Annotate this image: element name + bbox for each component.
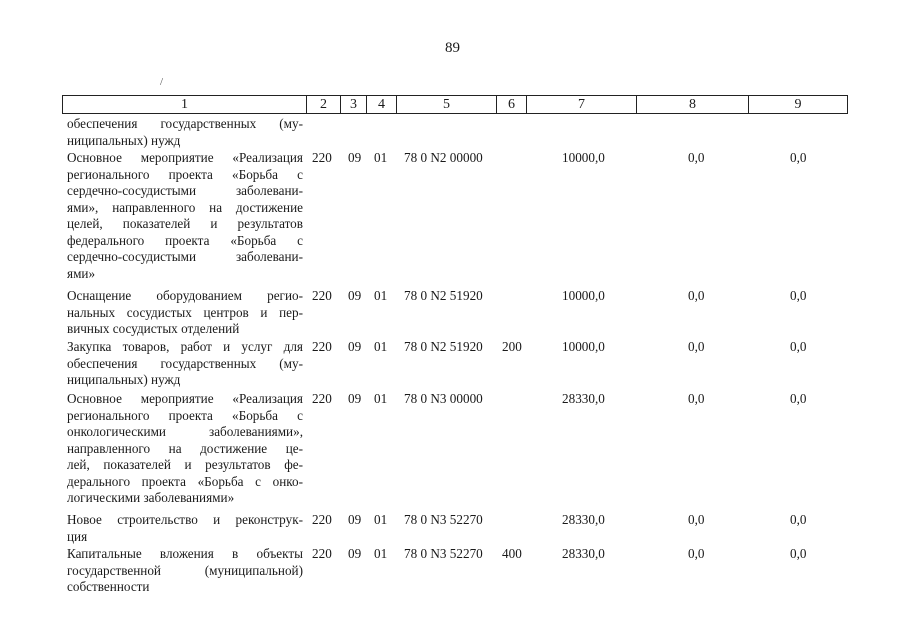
row-name-line: государственной (муниципальной) (67, 562, 303, 578)
header-col-1: 1 (63, 96, 307, 113)
table-header-row (62, 95, 848, 114)
cell-c4: 01 (374, 546, 388, 561)
cell-c8: 0,0 (688, 391, 705, 406)
cell-c9: 0,0 (790, 546, 807, 561)
row-name-line: дерального проекта «Борьба с онко- (67, 473, 303, 489)
cell-c9: 0,0 (790, 391, 807, 406)
row-name-line: ями», направленного на достижение (67, 199, 303, 215)
cell-c3: 09 (348, 512, 362, 527)
row-name-line: регионального проекта «Борьба с (67, 407, 303, 423)
row-name-line: логическими заболеваниями» (67, 490, 235, 505)
row-name-line: обеспечения государственных (му- (67, 355, 303, 371)
row-name-cell (67, 546, 303, 596)
row-name-line: сердечно-сосудистыми заболевани- (67, 249, 303, 264)
cell-c9: 0,0 (790, 150, 807, 165)
header-col-3: 3 (341, 96, 367, 113)
row-name-line: вичных сосудистых отделений (67, 321, 240, 336)
row-name-line: ниципальных) нужд (67, 132, 181, 148)
cell-c9: 0,0 (790, 339, 807, 354)
cell-c2: 220 (312, 150, 332, 165)
cell-c5: 78 0 N2 51920 (404, 339, 483, 354)
cell-c2: 220 (312, 512, 332, 527)
row-name-line: Закупка товаров, работ и услуг для (67, 339, 303, 354)
row-name-line: онкологическими заболеваниями», (67, 424, 303, 439)
cell-c6: 200 (502, 339, 522, 354)
cell-c3: 09 (348, 546, 362, 561)
header-col-6: 6 (497, 96, 527, 113)
cell-c2: 220 (312, 288, 332, 303)
header-col-8: 8 (637, 96, 749, 113)
header-col-7: 7 (527, 96, 637, 113)
row-name-line: целей, показателей и результатов (67, 216, 303, 231)
row-name-line: обеспечения государственных (му- (67, 116, 303, 131)
cell-c5: 78 0 N2 51920 (404, 288, 483, 303)
cell-c4: 01 (374, 512, 388, 527)
cell-c3: 09 (348, 391, 362, 406)
cell-c7: 28330,0 (562, 512, 605, 527)
cell-c7: 10000,0 (562, 339, 605, 354)
cell-c8: 0,0 (688, 339, 705, 354)
cell-c8: 0,0 (688, 546, 705, 561)
cell-c2: 220 (312, 391, 332, 406)
row-name-cell (67, 512, 303, 545)
cell-c6: 400 (502, 546, 522, 561)
row-name-line: Капитальные вложения в объекты (67, 546, 303, 561)
row-name-line: направленного на достижение це- (67, 440, 303, 456)
pen-tick-mark: / (160, 76, 164, 88)
cell-c5: 78 0 N3 52270 (404, 546, 483, 561)
cell-c7: 10000,0 (562, 288, 605, 303)
row-name-line: сердечно-сосудистыми заболевани- (67, 183, 303, 198)
cell-c4: 01 (374, 391, 388, 406)
cell-c2: 220 (312, 339, 332, 354)
page-number: 89 (445, 40, 460, 56)
row-name-line: ция (67, 528, 88, 544)
cell-c7: 10000,0 (562, 150, 605, 165)
cell-c8: 0,0 (688, 512, 705, 527)
cell-c7: 28330,0 (562, 546, 605, 561)
header-col-5: 5 (397, 96, 497, 113)
row-name-line: ниципальных) нужд (67, 372, 181, 387)
header-col-9: 9 (794, 97, 802, 112)
row-name-line: ями» (67, 265, 96, 281)
cell-c5: 78 0 N3 00000 (404, 391, 483, 406)
row-name-line: Оснащение оборудованием регио- (67, 288, 303, 303)
row-name-line: Основное мероприятие «Реализация (67, 391, 303, 406)
row-name-cell (67, 288, 303, 338)
row-name-cell (67, 391, 303, 507)
cell-c9: 0,0 (790, 288, 807, 303)
cell-c3: 09 (348, 339, 362, 354)
cell-c9: 0,0 (790, 512, 807, 527)
header-col-2: 2 (307, 96, 341, 113)
cell-c3: 09 (348, 288, 362, 303)
cell-c2: 220 (312, 546, 332, 561)
row-name-line: нальных сосудистых центров и пер- (67, 304, 303, 320)
cell-c3: 09 (348, 150, 362, 165)
cell-c4: 01 (374, 150, 388, 165)
cell-c5: 78 0 N3 52270 (404, 512, 483, 527)
row-name-line: лей, показателей и результатов фе- (67, 457, 303, 472)
row-name-cell (67, 150, 303, 282)
cell-c5: 78 0 N2 00000 (404, 150, 483, 165)
row-name-line: Основное мероприятие «Реализация (67, 150, 303, 165)
cell-c8: 0,0 (688, 288, 705, 303)
row-name-line: Новое строительство и реконструк- (67, 512, 303, 527)
cell-c4: 01 (374, 339, 388, 354)
row-name-line: регионального проекта «Борьба с (67, 166, 303, 182)
row-name-line: федерального проекта «Борьба с (67, 232, 303, 248)
header-col-4: 4 (367, 96, 397, 113)
cell-c4: 01 (374, 288, 388, 303)
cell-c7: 28330,0 (562, 391, 605, 406)
row-name-cell (67, 339, 303, 389)
row-name-cell (67, 116, 303, 149)
cell-c8: 0,0 (688, 150, 705, 165)
row-name-line: собственности (67, 579, 150, 594)
